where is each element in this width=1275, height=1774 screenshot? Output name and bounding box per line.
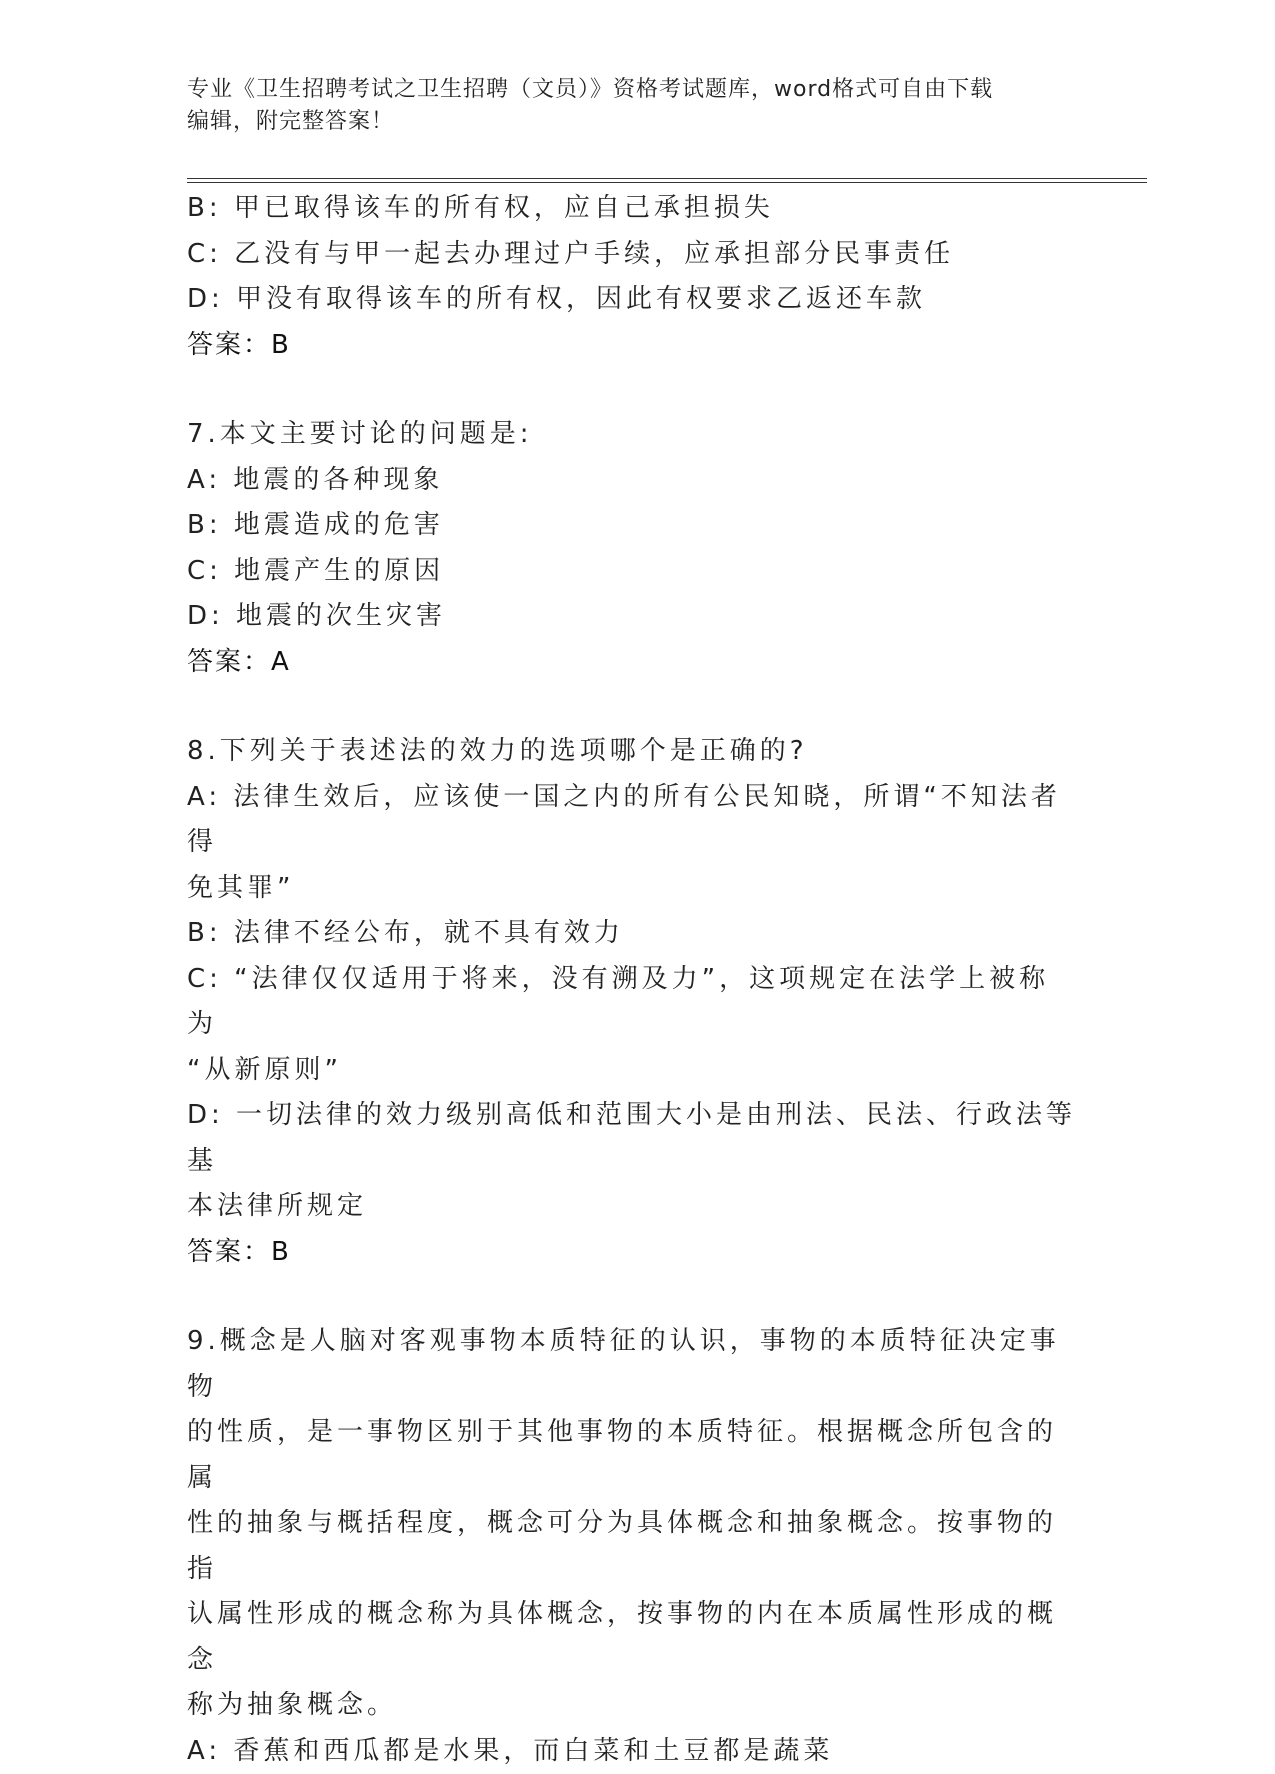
q9-question-line-2: 的性质，是一事物区别于其他事物的本质特征。根据概念所包含的属 [187,1410,1077,1501]
q8-option-c-line-2: “从新原则” [187,1048,1077,1094]
document-header [187,74,1067,138]
q6-answer: 答案：B [187,323,1077,369]
question-8-block [187,729,1077,1275]
q8-option-c-line-1: C: “法律仅仅适用于将来，没有溯及力”，这项规定在法学上被称为 [187,957,1077,1048]
q9-question-line-5: 称为抽象概念。 [187,1683,1077,1729]
q7-option-d: D: 地震的次生灾害 [187,594,1077,640]
q9-option-a: A: 香蕉和西瓜都是水果，而白菜和土豆都是蔬菜 [187,1729,1077,1774]
q9-question-line-4: 认属性形成的概念称为具体概念，按事物的内在本质属性形成的概念 [187,1592,1077,1683]
q9-question-line-3: 性的抽象与概括程度，概念可分为具体概念和抽象概念。按事物的指 [187,1501,1077,1592]
q8-option-a-line-2: 免其罪” [187,866,1077,912]
question-content [187,186,1077,1774]
q9-question-line-1: 9.概念是人脑对客观事物本质特征的认识，事物的本质特征决定事物 [187,1319,1077,1410]
q8-option-d-line-2: 本法律所规定 [187,1184,1077,1230]
q8-question: 8.下列关于表述法的效力的选项哪个是正确的? [187,729,1077,775]
question-6-block [187,186,1077,368]
question-7-block [187,412,1077,685]
q8-answer: 答案：B [187,1230,1077,1276]
q7-option-b: B: 地震造成的危害 [187,503,1077,549]
header-line-2: 编辑，附完整答案！ [187,106,1067,138]
spacer [187,368,1077,412]
question-9-block [187,1319,1077,1774]
q8-option-b: B: 法律不经公布，就不具有效力 [187,911,1077,957]
q8-option-d-line-1: D: 一切法律的效力级别高低和范围大小是由刑法、民法、行政法等基 [187,1093,1077,1184]
header-divider [187,178,1147,183]
q7-option-a: A: 地震的各种现象 [187,458,1077,504]
q7-answer: 答案：A [187,640,1077,686]
q7-question: 7.本文主要讨论的问题是: [187,412,1077,458]
q6-option-b: B: 甲已取得该车的所有权，应自己承担损失 [187,186,1077,232]
spacer [187,1275,1077,1319]
q6-option-d: D: 甲没有取得该车的所有权，因此有权要求乙返还车款 [187,277,1077,323]
q8-option-a-line-1: A: 法律生效后，应该使一国之内的所有公民知晓，所谓“不知法者得 [187,775,1077,866]
header-line-1: 专业《卫生招聘考试之卫生招聘（文员）》资格考试题库，word格式可自由下载 [187,74,1067,106]
q7-option-c: C: 地震产生的原因 [187,549,1077,595]
q6-option-c: C: 乙没有与甲一起去办理过户手续，应承担部分民事责任 [187,232,1077,278]
spacer [187,685,1077,729]
